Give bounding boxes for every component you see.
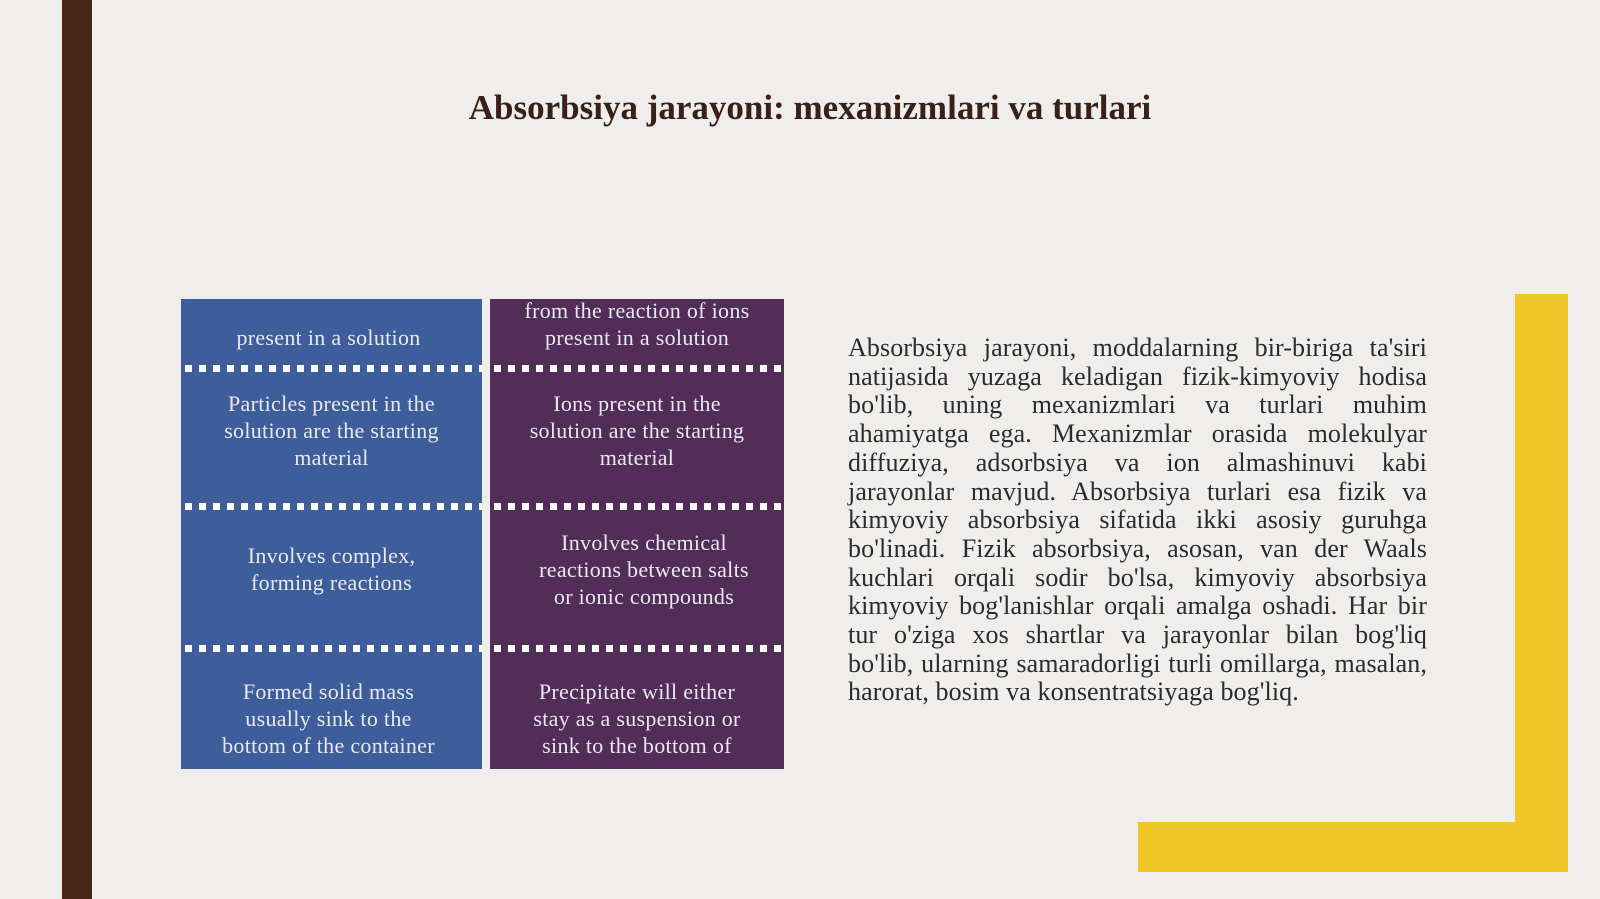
- table-column-right: [490, 299, 784, 769]
- table-cell: Involves chemical reactions between salts or ionic compounds: [539, 529, 749, 609]
- comparison-table-image: [181, 299, 784, 769]
- table-cell: Formed solid mass usually sink to the bottom of the container: [222, 679, 435, 758]
- dotted-divider: [185, 365, 482, 372]
- left-accent-bar: [62, 0, 92, 899]
- slide-title: Absorbsiya jarayoni: mexanizmlari va turlari: [468, 88, 1152, 127]
- table-cell: Ions present in the solution are the starting material: [529, 390, 745, 470]
- table-cell: Particles present in the solution are the starting material: [224, 390, 439, 470]
- yellow-accent-horizontal: [1138, 822, 1568, 872]
- dotted-divider: [185, 503, 482, 510]
- dotted-divider: [494, 365, 784, 372]
- table-column-left: [181, 299, 482, 769]
- table-cell: Precipitate will either stay as a suspension or sink to the bottom of: [533, 679, 741, 758]
- table-cell: from the reaction of ions present in a solution: [524, 299, 750, 350]
- yellow-accent-vertical: [1515, 294, 1568, 872]
- body-paragraph: Absorbsiya jarayoni, moddalarning bir-biriga ta'siri natijasida yuzaga keladigan fizik-kimyoviy hodisa bo'lib, uning mexanizmlari va turlari muhim ahamiyatga ega. Mexanizmlar orasida molekulyar diffuziya, adsorbsiya va ion almashinuvi kabi jarayonlar mavjud. Absorbsiya turlari esa fizik va kimyoviy absorbsiya sifatida ikki asosiy guruhga bo'linadi. Fizik absorbsiya, asosan, van der Waals kuchlari orqali sodir bo'lsa, kimyoviy absorbsiya kimyoviy bog'lanishlar orqali amalga oshadi. Har bir tur o'ziga xos shartlar va jarayonlar bilan bog'liq bo'lib, ularning samaradorligi turli omillarga, masalan, harorat, bosim va konsentratsiyaga bog'liq.: [848, 333, 1427, 707]
- table-cell: present in a solution: [236, 325, 421, 350]
- dotted-divider: [494, 503, 784, 510]
- table-cell: Involves complex, forming reactions: [247, 543, 416, 595]
